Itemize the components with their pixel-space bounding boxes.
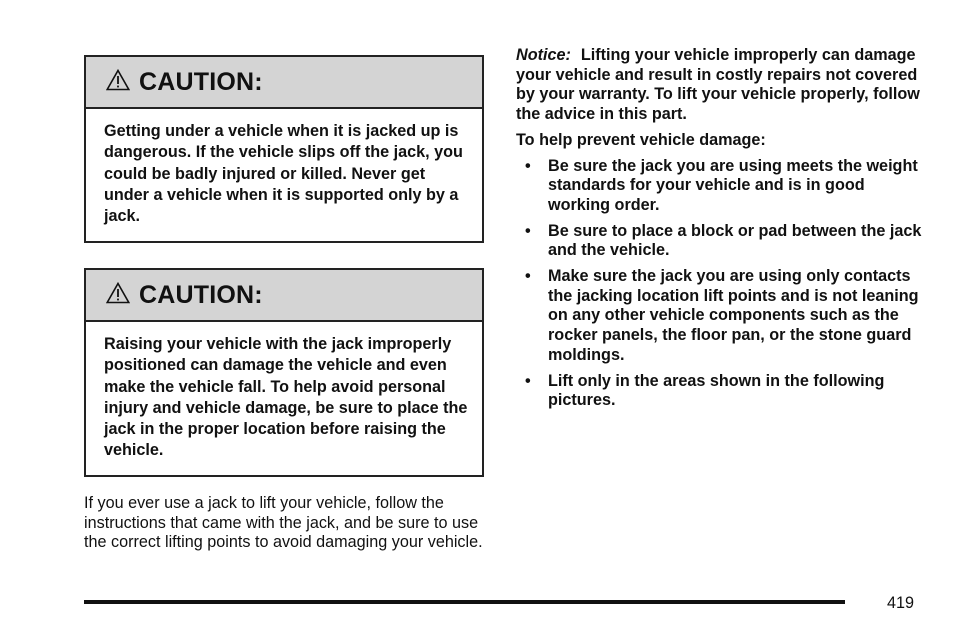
warning-triangle-icon xyxy=(106,282,130,304)
caution-title: CAUTION: xyxy=(139,280,263,309)
bullet-marker: • xyxy=(525,371,531,390)
intro-paragraph: If you ever use a jack to lift your vehicle, follow the instructions that came with the jack, and be sure to use the correct lifting points to avoid damaging your vehicle. xyxy=(84,494,483,552)
caution-box-2 xyxy=(84,268,484,477)
caution-text: Getting under a vehicle when it is jacked up is dangerous. If the vehicle slips off the jack, you could be badly injured or killed. Never get under a vehicle when it is supported only by a jack. xyxy=(104,122,463,226)
page-number: 419 xyxy=(887,594,915,612)
caution-box-1 xyxy=(84,55,484,243)
bullet-list xyxy=(516,157,926,411)
caution-title: CAUTION: xyxy=(139,67,263,96)
bullet-marker: • xyxy=(525,267,531,286)
notice-text: Lifting your vehicle improperly can damage your vehicle and result in costly repairs not covered by your warranty. To lift your vehicle properly, follow the advice in this part. xyxy=(516,46,920,124)
list-item-text: Be sure to place a block or pad between the jack and the vehicle. xyxy=(548,221,922,260)
notice-label: Notice: xyxy=(516,46,571,64)
list-item xyxy=(516,267,926,366)
footer-rule xyxy=(84,600,845,604)
prevent-heading: To help prevent vehicle damage: xyxy=(516,130,766,149)
list-item-text: Be sure the jack you are using meets the weight standards for your vehicle and is in good working order. xyxy=(548,156,918,214)
caution-header xyxy=(86,57,482,109)
bullet-marker: • xyxy=(525,221,531,240)
list-item-text: Make sure the jack you are using only contacts the jacking location lift points and is not leaning on any other vehicle components such as the rocker panels, the floor pan, or the stone guard moldings. xyxy=(548,267,919,364)
caution-text: Raising your vehicle with the jack improperly positioned can damage the vehicle and even make the vehicle fall. To help avoid personal injury and vehicle damage, be sure to place the jack in the proper location before raising the vehicle. xyxy=(104,335,468,460)
notice-paragraph xyxy=(516,46,926,125)
list-item xyxy=(516,157,926,216)
warning-triangle-icon xyxy=(106,69,130,91)
list-item xyxy=(516,372,926,411)
bullet-marker: • xyxy=(525,156,531,175)
list-item-text: Lift only in the areas shown in the following pictures. xyxy=(548,371,885,410)
list-item xyxy=(516,222,926,261)
caution-header xyxy=(86,270,482,322)
right-column xyxy=(516,46,926,417)
